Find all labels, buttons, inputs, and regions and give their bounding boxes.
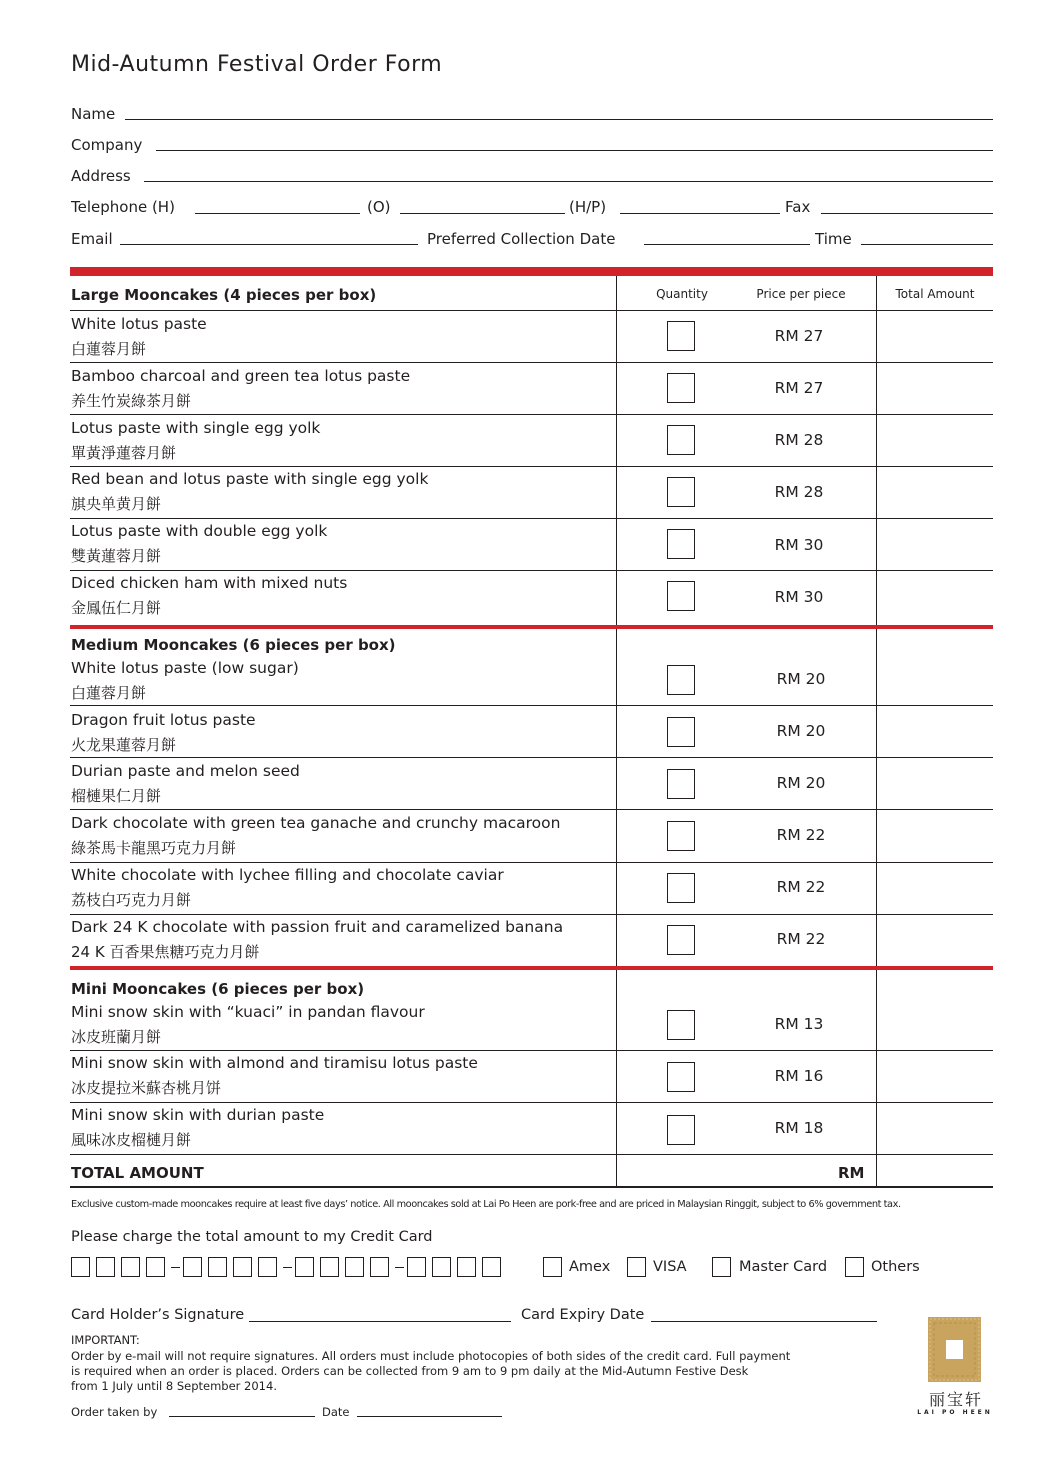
row-divider	[70, 705, 993, 706]
item-name: Red bean and lotus paste with single egg yolk	[71, 470, 429, 488]
others-label: Others	[871, 1259, 920, 1275]
quantity-box[interactable]	[667, 581, 695, 611]
card-digit-box[interactable]	[96, 1257, 115, 1277]
row-divider	[70, 809, 993, 810]
quantity-box[interactable]	[667, 321, 695, 351]
important-heading: IMPORTANT:	[71, 1333, 140, 1347]
row-divider	[70, 1102, 993, 1103]
order-taken-label: Order taken by	[71, 1405, 158, 1419]
card-digit-box[interactable]	[295, 1257, 314, 1277]
mastercard-checkbox[interactable]	[712, 1257, 731, 1277]
signature-field[interactable]	[249, 1321, 511, 1322]
section-heading-mini: Mini Mooncakes (6 pieces per box)	[71, 980, 365, 998]
item-name: Bamboo charcoal and green tea lotus paste	[71, 367, 411, 385]
item-price: RM 20	[776, 670, 826, 688]
total-currency: RM	[838, 1164, 865, 1182]
item-chinese-name: 冰皮提拉米蘇杏桃月饼	[71, 1079, 222, 1097]
item-chinese-name: 雙黃蓮蓉月餅	[71, 547, 162, 565]
others-checkbox[interactable]	[845, 1257, 864, 1277]
item-price: RM 22	[776, 878, 826, 896]
item-name: Lotus paste with single egg yolk	[71, 419, 321, 437]
item-price: RM 27	[774, 327, 824, 345]
item-name: Dragon fruit lotus paste	[71, 711, 256, 729]
item-chinese-name: 白蓮蓉月餅	[71, 340, 147, 358]
total-header: Total Amount	[895, 287, 975, 301]
logo-chinese-text: 丽宝轩	[928, 1390, 983, 1409]
row-divider	[70, 570, 993, 571]
item-chinese-name: 榴槤果仁月餅	[71, 787, 162, 805]
item-chinese-name: 𣄃央单黄月餅	[71, 495, 162, 513]
item-price: RM 18	[774, 1119, 824, 1137]
quantity-box[interactable]	[667, 665, 695, 695]
telephone-office-field[interactable]	[400, 213, 565, 214]
card-digit-box[interactable]	[482, 1257, 501, 1277]
name-field[interactable]	[125, 119, 993, 120]
item-chinese-name: 24 K 百香果焦糖巧克力月餅	[71, 943, 260, 961]
item-name: Durian paste and melon seed	[71, 762, 300, 780]
table-top-bar	[70, 267, 993, 276]
total-amount-field[interactable]	[880, 1158, 990, 1184]
time-field[interactable]	[861, 244, 993, 245]
card-digit-box[interactable]	[345, 1257, 364, 1277]
company-label: Company	[71, 136, 143, 154]
item-name: Lotus paste with double egg yolk	[71, 522, 328, 540]
card-digit-box[interactable]	[183, 1257, 202, 1277]
item-chinese-name: 养生竹炭綠茶月餅	[71, 392, 192, 410]
quantity-box[interactable]	[667, 769, 695, 799]
item-name: White chocolate with lychee filling and chocolate caviar	[71, 866, 504, 884]
item-price: RM 20	[776, 722, 826, 740]
card-digit-box[interactable]	[258, 1257, 277, 1277]
quantity-box[interactable]	[667, 717, 695, 747]
telephone-home-field[interactable]	[195, 213, 360, 214]
quantity-box[interactable]	[667, 925, 695, 955]
row-divider	[70, 362, 993, 363]
footnote: Exclusive custom-made mooncakes require at least five days’ notice. All mooncakes sold at Lai Po Heen are pork-free and are priced in Malaysian Ringgit, subject to 6% government tax.	[71, 1199, 901, 1210]
card-digit-box[interactable]	[320, 1257, 339, 1277]
card-digit-box[interactable]	[457, 1257, 476, 1277]
telephone-mobile-label: (H/P)	[569, 198, 607, 216]
amex-label: Amex	[569, 1259, 611, 1275]
row-divider	[70, 414, 993, 415]
item-chinese-name: 金鳳伍仁月餅	[71, 599, 162, 617]
quantity-box[interactable]	[667, 425, 695, 455]
card-digit-box[interactable]	[121, 1257, 140, 1277]
item-chinese-name: 白蓮蓉月餅	[71, 684, 147, 702]
item-price: RM 27	[774, 379, 824, 397]
row-divider	[70, 862, 993, 863]
expiry-label: Card Expiry Date	[521, 1307, 645, 1323]
item-price: RM 22	[776, 826, 826, 844]
card-separator	[283, 1267, 292, 1268]
row-divider	[70, 914, 993, 915]
telephone-mobile-field[interactable]	[620, 213, 780, 214]
item-price: RM 22	[776, 930, 826, 948]
item-price: RM 13	[774, 1015, 824, 1033]
table-bottom-line	[70, 1186, 993, 1188]
telephone-home-label: Telephone (H)	[71, 198, 175, 216]
fax-label: Fax	[785, 198, 811, 216]
row-divider	[70, 1050, 993, 1051]
item-name: Mini snow skin with durian paste	[71, 1106, 325, 1124]
row-divider	[70, 757, 993, 758]
item-price: RM 28	[774, 431, 824, 449]
quantity-header: Quantity	[656, 287, 708, 301]
item-chinese-name: 風味冰皮榴槤月餅	[71, 1131, 192, 1149]
mastercard-label: Master Card	[739, 1259, 828, 1275]
item-price: RM 16	[774, 1067, 824, 1085]
card-digit-box[interactable]	[208, 1257, 227, 1277]
item-name: Mini snow skin with almond and tiramisu lotus paste	[71, 1054, 478, 1072]
name-label: Name	[71, 105, 116, 123]
item-name: White lotus paste (low sugar)	[71, 659, 299, 677]
telephone-office-label: (O)	[367, 198, 391, 216]
row-divider	[70, 518, 993, 519]
item-price: RM 28	[774, 483, 824, 501]
section-heading-medium: Medium Mooncakes (6 pieces per box)	[71, 636, 396, 654]
card-digit-box[interactable]	[71, 1257, 90, 1277]
expiry-field[interactable]	[651, 1321, 877, 1322]
address-field[interactable]	[144, 181, 993, 182]
item-price: RM 30	[774, 536, 824, 554]
email-field[interactable]	[120, 244, 418, 245]
page-title: Mid-Autumn Festival Order Form	[71, 52, 443, 77]
date-label: Date	[322, 1405, 350, 1419]
section-divider	[70, 966, 993, 970]
card-separator	[395, 1267, 404, 1268]
quantity-box[interactable]	[667, 1062, 695, 1092]
date-field[interactable]	[357, 1416, 502, 1417]
email-label: Email	[71, 230, 113, 248]
address-label: Address	[71, 167, 131, 185]
quantity-box[interactable]	[667, 1010, 695, 1040]
card-separator	[171, 1267, 180, 1268]
item-chinese-name: 綠茶馬卡龍黑巧克力月餅	[71, 839, 237, 857]
item-name: Dark 24 K chocolate with passion fruit and caramelized banana	[71, 918, 564, 936]
lai-po-heen-logo	[928, 1317, 981, 1382]
item-name: Dark chocolate with green tea ganache and crunchy macaroon	[71, 814, 561, 832]
row-divider	[70, 1154, 993, 1155]
item-name: Diced chicken ham with mixed nuts	[71, 574, 348, 592]
card-digit-box[interactable]	[233, 1257, 252, 1277]
item-chinese-name: 荔枝白巧克力月餅	[71, 891, 192, 909]
logo-pattern-icon	[928, 1317, 981, 1382]
quantity-box[interactable]	[667, 477, 695, 507]
amex-checkbox[interactable]	[543, 1257, 562, 1277]
visa-label: VISA	[653, 1259, 687, 1275]
section-divider	[70, 625, 993, 629]
price-header: Price per piece	[756, 287, 846, 301]
card-digit-box[interactable]	[407, 1257, 426, 1277]
visa-checkbox[interactable]	[627, 1257, 646, 1277]
quantity-box[interactable]	[667, 529, 695, 559]
total-amount-label: TOTAL AMOUNT	[71, 1164, 204, 1182]
important-line: Order by e-mail will not require signatures. All orders must include photocopies of both sides of the credit card. Full payment	[71, 1349, 791, 1363]
item-name: Mini snow skin with “kuaci” in pandan flavour	[71, 1003, 425, 1021]
signature-label: Card Holder’s Signature	[71, 1307, 245, 1323]
collection-date-field[interactable]	[644, 244, 810, 245]
fax-field[interactable]	[821, 213, 993, 214]
quantity-box[interactable]	[667, 1115, 695, 1145]
important-line: from 1 July until 8 September 2014.	[71, 1379, 277, 1393]
payment-instruction: Please charge the total amount to my Credit Card	[71, 1229, 433, 1245]
order-taken-field[interactable]	[169, 1416, 315, 1417]
row-divider	[70, 466, 993, 467]
collection-date-label: Preferred Collection Date	[427, 230, 616, 248]
card-digit-box[interactable]	[432, 1257, 451, 1277]
item-chinese-name: 單黃淨蓮蓉月餅	[71, 444, 177, 462]
item-price: RM 30	[774, 588, 824, 606]
card-digit-box[interactable]	[370, 1257, 389, 1277]
row-divider	[70, 310, 993, 311]
logo-english-text: LAI PO HEEN	[917, 1409, 993, 1416]
quantity-box[interactable]	[667, 821, 695, 851]
important-line: is required when an order is placed. Orders can be collected from 9 am to 9 pm daily at the Mid-Autumn Festive Desk	[71, 1364, 749, 1378]
item-price: RM 20	[776, 774, 826, 792]
company-field[interactable]	[156, 150, 993, 151]
time-label: Time	[815, 230, 852, 248]
item-chinese-name: 冰皮班蘭月餅	[71, 1028, 162, 1046]
quantity-box[interactable]	[667, 873, 695, 903]
section-heading-large: Large Mooncakes (4 pieces per box)	[71, 286, 377, 304]
quantity-box[interactable]	[667, 373, 695, 403]
card-digit-box[interactable]	[146, 1257, 165, 1277]
item-name: White lotus paste	[71, 315, 207, 333]
item-chinese-name: 火龙果蓮蓉月餅	[71, 736, 177, 754]
